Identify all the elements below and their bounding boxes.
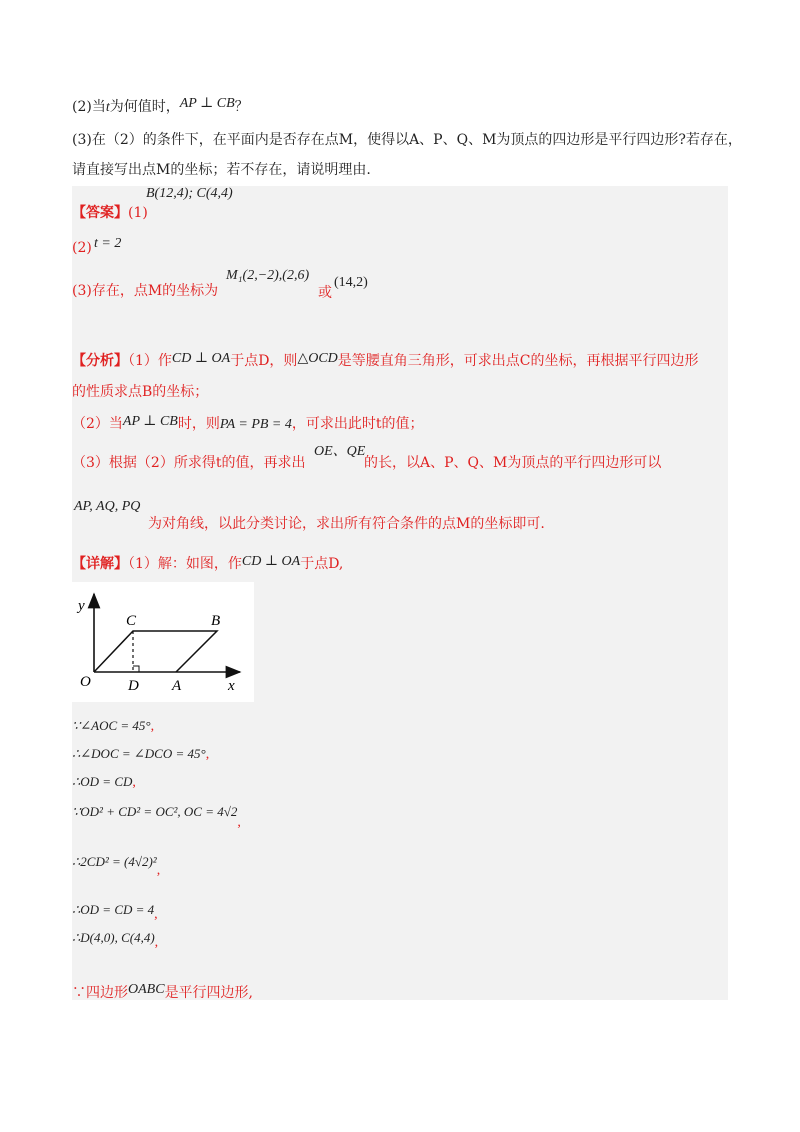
y-label: y [78,598,85,614]
label-c: C [126,613,137,629]
step-4 [72,804,241,830]
q2-mid: 为何值时， [109,99,180,115]
label-b: B [211,613,221,629]
step-2-comma: , [205,747,210,762]
answer-3-or: 或 [318,285,332,301]
detail-d1-a: （1）解：如图，作 [128,556,242,572]
step-1 [72,718,154,735]
step-2-math: ∴∠DOC = ∠DCO = 45° [72,746,206,761]
question-3-line2: 请直接写出点M的坐标；若不存在，请说明理由. [72,162,371,178]
step-5-comma: , [156,863,161,878]
step-5 [72,854,161,878]
analysis-l3-m2: PA = PB = 4 [219,417,292,432]
x-label: x [228,678,235,694]
step-6-math: ∴OD = CD = 4 [72,902,155,917]
step-4-comma: , [237,815,241,830]
q2-t: t [105,100,110,115]
step-4-math: ∵OD² + CD² = OC², OC = 4√2 [72,804,238,819]
answer-3-math: M₁(2,−2),(2,6) [226,268,310,283]
q2-math: AP ⊥ CB [179,96,235,111]
analysis-l3-m1: AP ⊥ CB [122,414,178,429]
step-7-comma: , [154,935,159,950]
question-2 [72,96,249,116]
detail-d1-m: CD ⊥ OA [241,554,301,569]
step-8-m: OABC [128,982,165,997]
step-5-math: ∴2CD² = (4√2)² [72,854,157,869]
analysis-l5-m: AP, AQ, PQ [74,499,141,514]
analysis-l4-a: （3）根据（2）所求得t的值，再求出 [72,455,306,471]
analysis-line-4 [72,452,305,472]
analysis-line-3 [72,413,424,433]
analysis-l3-b: 时，则 [177,416,220,432]
step-3-math: ∴OD = CD [72,774,133,789]
analysis-l4-m: OE、QE [314,444,366,459]
analysis-l1-b: 于点D，则 [230,353,298,369]
analysis-label: 【分析】 [72,353,128,369]
answer-line-2 [72,240,92,256]
analysis-line-2: 的性质求点B的坐标； [72,384,209,400]
step-8 [72,982,253,1002]
parallelogram-oabc [94,631,217,672]
label-a: A [172,678,182,694]
step-8-b: 是平行四边形, [164,985,254,1001]
step-3 [72,774,136,791]
step-6-comma: , [154,907,158,922]
parallelogram-diagram [72,582,254,702]
q2-prefix: (2)当 [72,99,106,115]
analysis-l4-b: 的长，以A、P、Q、M为顶点的平行四边形可以 [364,455,662,471]
step-7-math: ∴D(4,0), C(4,4) [72,930,155,945]
analysis-l3-c: ，可求出此时t的值； [291,416,424,432]
step-6 [72,902,158,922]
answer-2-math: t = 2 [94,236,122,251]
analysis-l1-c: 是等腰直角三角形，可求出点C的坐标，再根据平行四边形 [337,353,699,369]
step-1-math: ∵∠AOC = 45° [72,718,151,733]
coordinate-figure [72,582,254,702]
analysis-l1-m2: △OCD [297,351,338,366]
question-3-line1: (3)在（2）的条件下，在平面内是否存在点M，使得以A、P、Q、M为顶点的四边形是平行四边形?若存在， [72,132,742,148]
analysis-line-1 [72,350,698,370]
answer-2-num: (2) [72,240,92,256]
detail-d1-b: 于点D, [300,556,344,572]
step-7 [72,930,159,950]
answer-1-num: (1) [128,205,148,221]
step-2 [72,746,209,763]
answer-1-math: B(12,4); C(4,4) [146,186,233,201]
answer-line-1 [72,202,148,222]
label-d: D [128,678,139,694]
detail-line-1 [72,553,343,573]
answer-3-text: (3)存在，点M的坐标为 [72,283,219,299]
analysis-l3-a: （2）当 [72,416,123,432]
right-angle-mark [133,666,139,672]
step-3-comma: , [132,775,136,790]
detail-label: 【详解】 [72,556,128,572]
step-1-comma: , [150,719,155,734]
analysis-l1-m1: CD ⊥ OA [171,351,231,366]
analysis-l1-a: （1）作 [128,353,172,369]
q2-suffix: ？ [234,99,249,115]
step-8-a: ∵四边形 [72,985,128,1001]
answer-line-3 [72,280,218,300]
label-o: O [80,674,91,690]
analysis-l5-b: 为对角线，以此分类讨论，求出所有符合条件的点M的坐标即可. [148,516,545,532]
answer-label: 【答案】 [72,205,128,221]
answer-3-math2: (14,2) [334,275,368,290]
